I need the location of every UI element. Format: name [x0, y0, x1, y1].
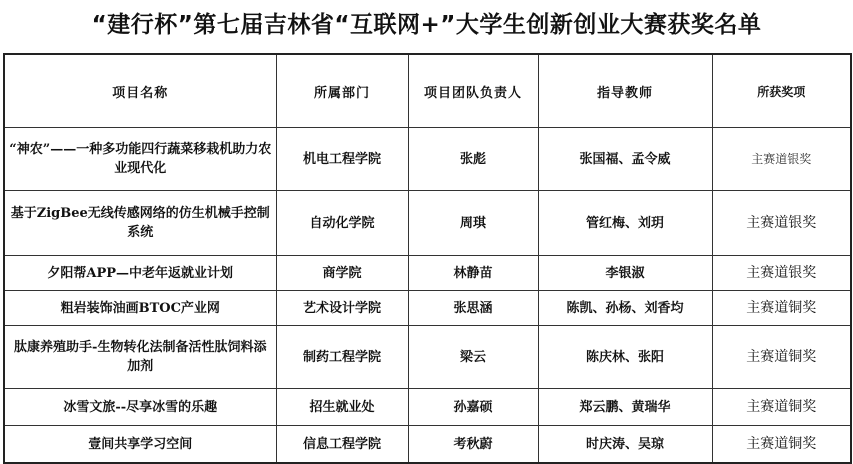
header-project-name: 项目名称	[4, 54, 276, 128]
team-leader-cell: 周琪	[408, 191, 538, 256]
team-leader-cell: 张彪	[408, 128, 538, 191]
project-name-cell: 冰雪文旅--尽享冰雪的乐趣	[4, 389, 276, 426]
project-name-cell: “神农”——一种多功能四行蔬菜移栽机助力农业现代化	[4, 128, 276, 191]
project-name-cell: 基于ZigBee无线传感网络的仿生机械手控制系统	[4, 191, 276, 256]
table-header-row	[4, 54, 851, 128]
advisor-cell: 陈庆林、张阳	[538, 326, 712, 389]
department-cell: 艺术设计学院	[276, 291, 408, 326]
header-team-leader: 项目团队负责人	[408, 54, 538, 128]
award-cell: 主赛道铜奖	[712, 291, 851, 326]
table-row	[4, 191, 851, 256]
project-name-cell: 粗岩装饰油画BTOC产业网	[4, 291, 276, 326]
header-department: 所属部门	[276, 54, 408, 128]
team-leader-cell: 考秋蔚	[408, 426, 538, 464]
department-cell: 制药工程学院	[276, 326, 408, 389]
team-leader-cell: 林静苗	[408, 256, 538, 291]
table-row	[4, 389, 851, 426]
advisor-cell: 张国福、孟令威	[538, 128, 712, 191]
table-row	[4, 256, 851, 291]
department-cell: 招生就业处	[276, 389, 408, 426]
table-row	[4, 291, 851, 326]
award-cell: 主赛道银奖	[712, 128, 851, 191]
header-advisor: 指导教师	[538, 54, 712, 128]
award-cell: 主赛道铜奖	[712, 426, 851, 464]
table-row	[4, 128, 851, 191]
table-row	[4, 326, 851, 389]
header-award: 所获奖项	[712, 54, 851, 128]
page-title: “建行杯”第七届吉林省“互联网+”大学生创新创业大赛获奖名单	[91, 12, 762, 38]
table-row	[4, 426, 851, 464]
project-name-cell: 壹间共享学习空间	[4, 426, 276, 464]
advisor-cell: 时庆涛、吴琼	[538, 426, 712, 464]
department-cell: 自动化学院	[276, 191, 408, 256]
award-table	[3, 53, 852, 464]
advisor-cell: 陈凯、孙杨、刘香均	[538, 291, 712, 326]
department-cell: 机电工程学院	[276, 128, 408, 191]
team-leader-cell: 梁云	[408, 326, 538, 389]
award-cell: 主赛道银奖	[712, 191, 851, 256]
award-cell: 主赛道铜奖	[712, 326, 851, 389]
project-name-cell: 夕阳帮APP—中老年返就业计划	[4, 256, 276, 291]
advisor-cell: 管红梅、刘玥	[538, 191, 712, 256]
advisor-cell: 郑云鹏、黄瑞华	[538, 389, 712, 426]
team-leader-cell: 孙嘉硕	[408, 389, 538, 426]
award-cell: 主赛道铜奖	[712, 389, 851, 426]
project-name-cell: 肽康养殖助手-生物转化法制备活性肽饲料添加剂	[4, 326, 276, 389]
advisor-cell: 李银淑	[538, 256, 712, 291]
department-cell: 信息工程学院	[276, 426, 408, 464]
department-cell: 商学院	[276, 256, 408, 291]
award-cell: 主赛道银奖	[712, 256, 851, 291]
team-leader-cell: 张思涵	[408, 291, 538, 326]
